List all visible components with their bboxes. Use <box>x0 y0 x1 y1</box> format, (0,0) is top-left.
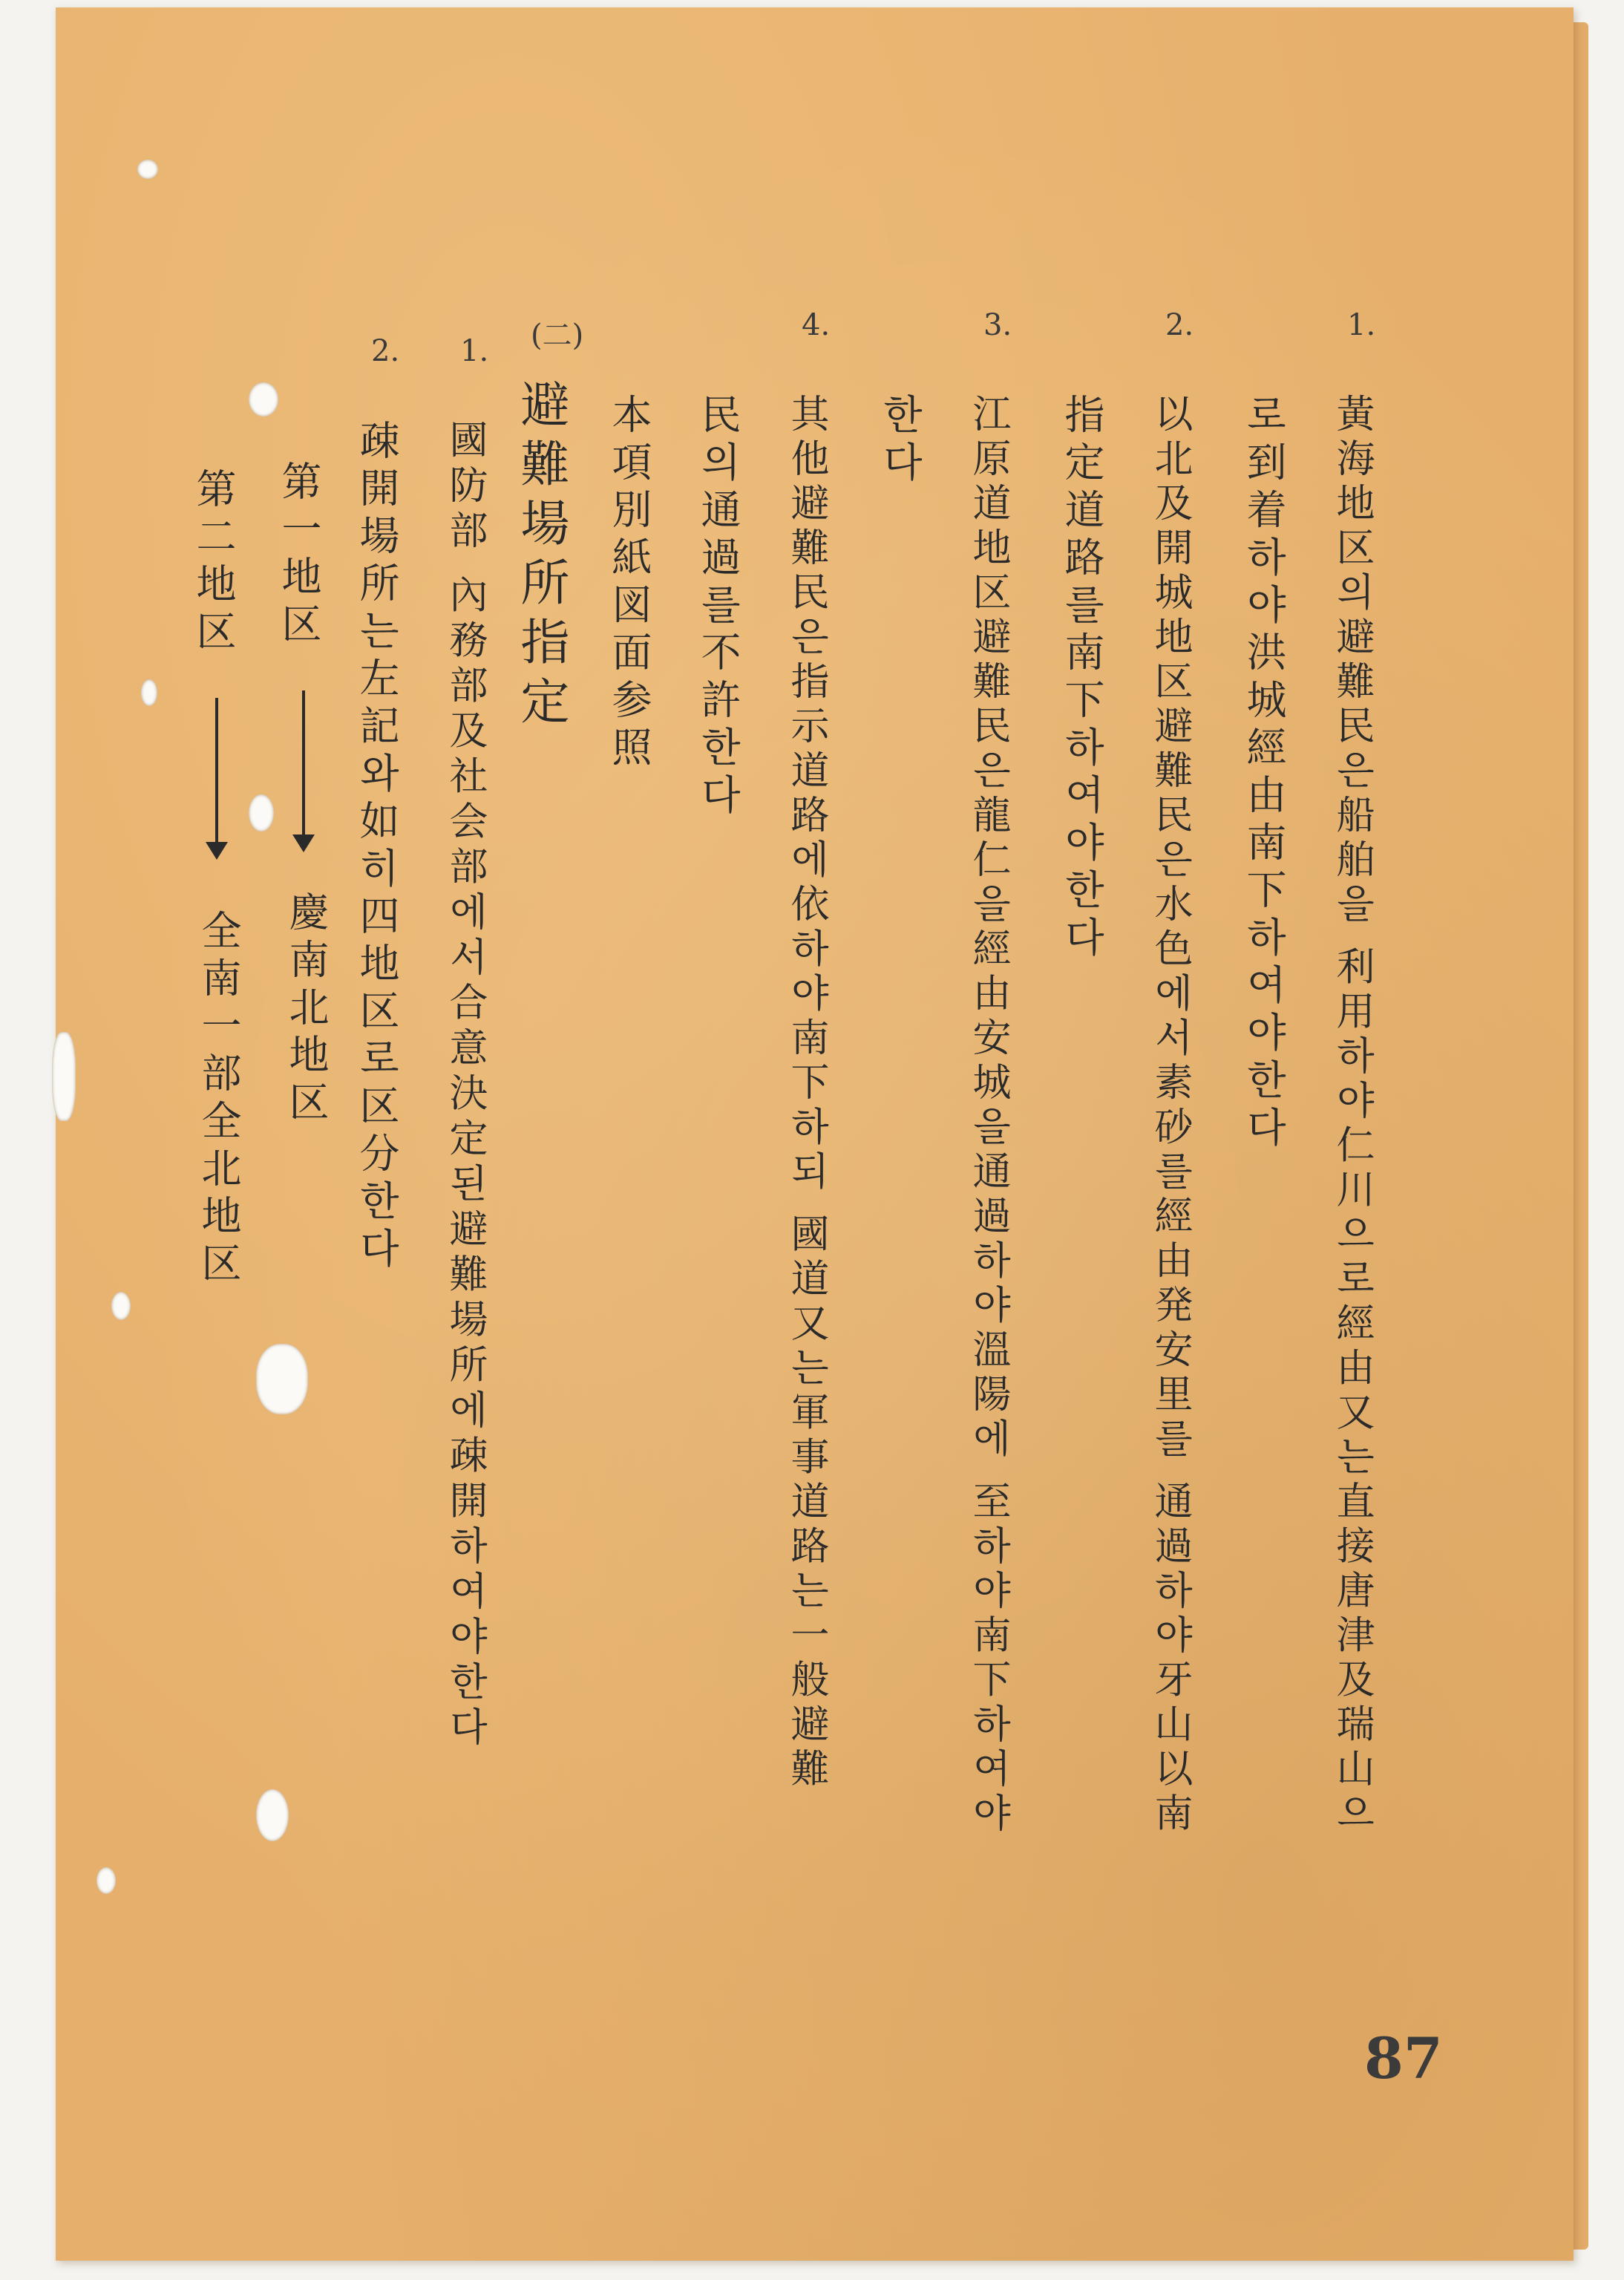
punch-hole <box>256 1344 308 1414</box>
document-page <box>56 7 1574 2261</box>
section-4-line-2: 民의通過를不許한다 <box>695 393 741 821</box>
punch-hole <box>96 1867 116 1894</box>
section-2-line-1: 以北及開城地区避難民은水色에서素砂를經由発安里를 通過하야牙山以南 <box>1147 393 1192 1838</box>
section-1-number: 1. <box>1347 308 1376 342</box>
sub-item-2-number: 2. <box>371 334 400 368</box>
punch-hole <box>137 160 158 179</box>
punch-hole <box>256 1789 289 1841</box>
section-4-line-1: 其他避難民은指示道路에依하야南下하되 國道又는軍事道路는一般避難 <box>784 393 828 1793</box>
punch-hole <box>249 794 274 832</box>
region-2-name: 第二地区 <box>190 468 237 658</box>
section-3-line-1: 江原道地区避難民은龍仁을經由安城을通過하야溫陽에 至하야南下하여야 <box>966 393 1010 1838</box>
punch-hole <box>111 1292 131 1320</box>
region-1-destination: 慶南北地区 <box>283 891 330 1128</box>
page-number: 87 <box>1364 2025 1443 2091</box>
section-2-line-2: 指定道路를南下하여야한다 <box>1058 393 1105 964</box>
sub-item-1-number: 1. <box>460 334 489 368</box>
section-4-number: 4. <box>802 308 831 342</box>
punch-hole <box>249 382 278 417</box>
region-1-arrow <box>302 690 305 839</box>
section-3-line-2: 한다 <box>877 393 923 489</box>
punch-hole <box>52 1032 76 1121</box>
region-1-name: 第一地区 <box>275 460 322 650</box>
region-2-arrow <box>215 698 218 846</box>
heading-title: 避難場所指定 <box>512 379 569 735</box>
section-1-line-1: 黃海地区의避難民은船舶을 利用하야仁川으로經由又는直接唐津及瑞山으 <box>1329 393 1374 1838</box>
sub-item-2-text: 疎開場所는左記와如히四地区로区分한다 <box>353 419 400 1275</box>
heading-number: (二) <box>531 319 584 353</box>
region-2-destination: 全南一部全北地区 <box>195 909 242 1290</box>
punch-hole <box>141 679 157 706</box>
sub-item-1-text: 國防部 內務部及社会部에서合意決定된避難場所에疎開하여야한다 <box>442 419 487 1752</box>
section-4-line-3: 本項別紙図面参照 <box>606 393 652 774</box>
section-2-number: 2. <box>1165 308 1194 342</box>
section-1-line-2: 로到着하야洪城經由南下하여야한다 <box>1240 393 1287 1154</box>
section-3-number: 3. <box>983 308 1012 342</box>
